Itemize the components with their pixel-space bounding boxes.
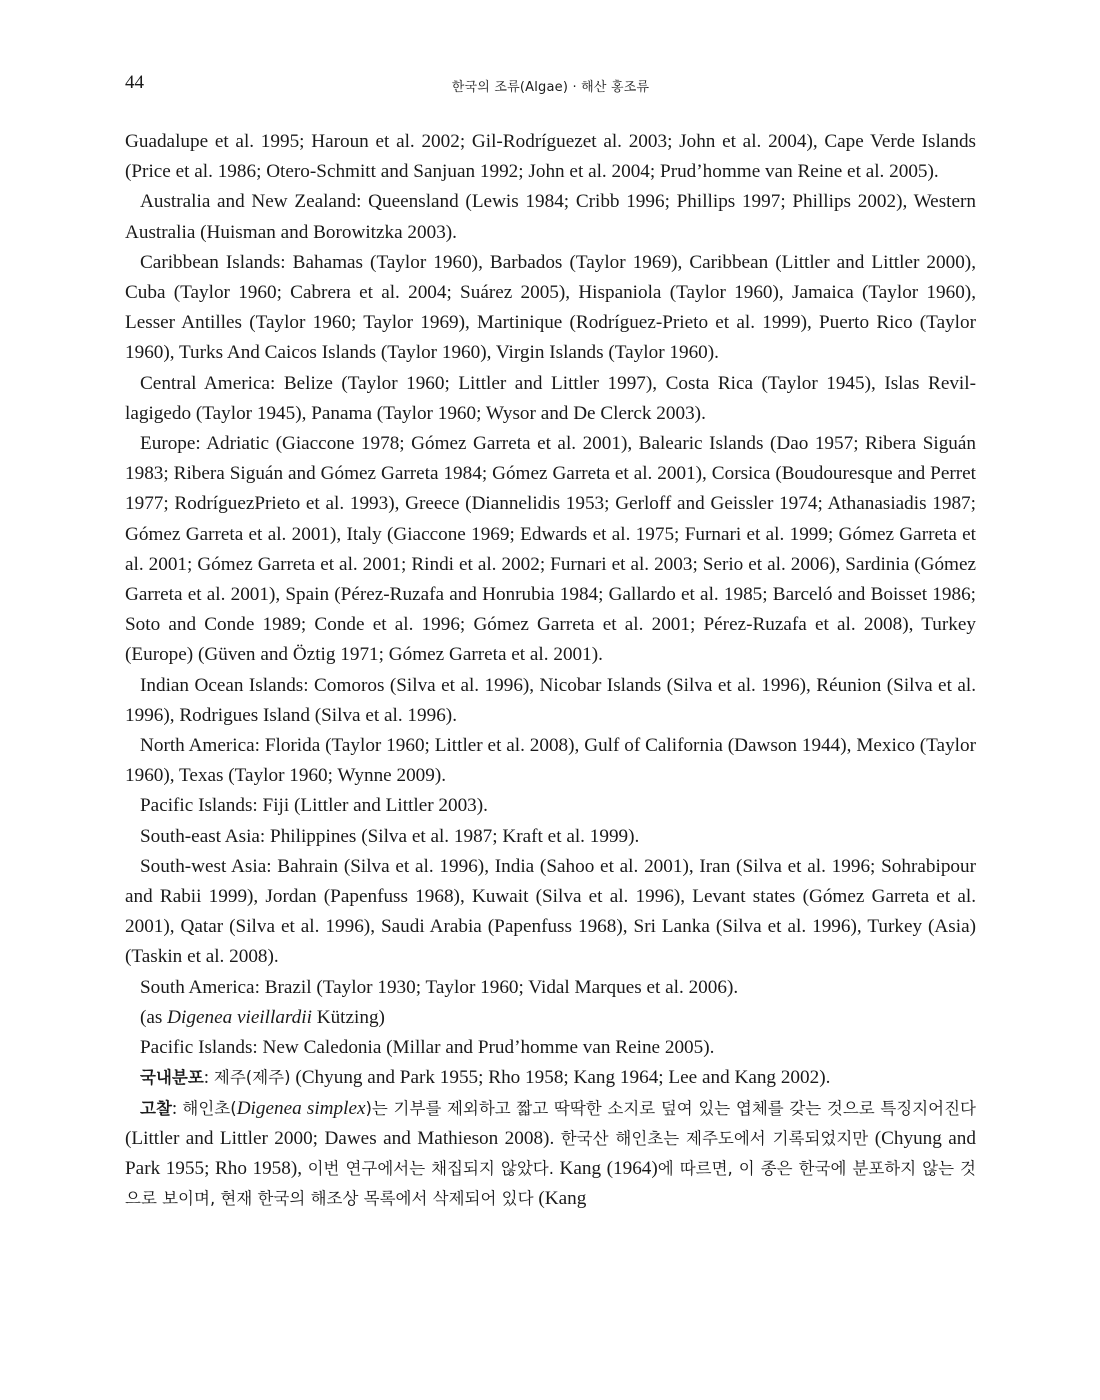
- paragraph-south-west-asia: South-west Asia: Bahrain (Silva et al. 1996), India (Sahoo et al. 2001), Iran (Silva et al. 1996; Sohrabipour and Rabii 1999), Jordan (Papenfuss 1968), Kuwait (Silva et al. 1996), Levant states (Gómez Garreta et al. 2001), Qatar (Silva et al. 1996), Saudi Arabia (Papenfuss 1968), Sri Lanka (Silva et al. 1996), Turkey (Asia) (Taskin et al. 2008).: [125, 855, 976, 968]
- paragraph-europe: Europe: Adriatic (Giaccone 1978; Gómez Garreta et al. 2001), Balearic Islands (Dao 1957; Ribera Siguán 1983; Ribera Siguán and Gómez Garreta 1984; Gómez Garreta et al. 2001), Corsica (Boudouresque and Perret 1977; RodríguezPrieto et al. 1993), Greece (Diannelidis 1953; Gerloff and Geissler 1974; Athanasiadis 1987; Gómez Garreta et al. 2001), Italy (Giaccone 1969; Edwards et al. 1975; Furnari et al. 1999; Gómez Garreta et al. 2001; Gómez Garreta et al. 2001; Rindi et al. 2002; Furnari et al. 2003; Serio et al. 2006), Sardinia (Gómez Garreta et al. 2001), Spain (Pérez-Ruzafa and Honrubia 1984; Gallardo et al. 1985; Barceló and Boisset 1986; Soto and Conde 1989; Conde et al. 1996; Gómez Garreta et al. 2001; Pérez-Ruzafa et al. 2008), Turkey (Europe) (Güven and Öztig 1971; Gómez Garreta et al. 2001).: [125, 433, 976, 666]
- paragraph-synonym: [125, 1003, 976, 1033]
- species-name: Digenea vieillardii: [167, 1006, 312, 1028]
- remarks-refs: (Kang: [533, 1188, 587, 1210]
- paragraph-continuation: Guadalupe et al. 1995; Haroun et al. 2002; Gil-Rodríguezet al. 2003; John et al. 2004), Cape Verde Islands (Price et al. 1986; Otero-Schmitt and Sanjuan 1992; John et al. 2004; Prud’homme van Reine et al. 2005).: [125, 131, 976, 183]
- page-header: [125, 72, 976, 102]
- running-title: 한국의 조류(Algae) · 해산 홍조류: [451, 80, 650, 95]
- paragraph-caribbean: Caribbean Islands: Bahamas (Taylor 1960), Barbados (Taylor 1969), Caribbean (Littler and Littler 2000), Cuba (Taylor 1960; Cabrera et al. 2004; Suárez 2005), Hispaniola (Taylor 1960), Jamaica (Taylor 1960), Lesser Antilles (Taylor 1960; Taylor 1969), Martinique (Rodríguez-Prieto et al. 1999), Puerto Rico (Taylor 1960), Turks And Caicos Islands (Taylor 1960), Virgin Islands (Taylor 1960).: [125, 251, 976, 364]
- paragraph-korean-distribution: [125, 1063, 976, 1093]
- paragraph-south-east-asia: South-east Asia: Philippines (Silva et al. 1987; Kraft et al. 1999).: [140, 825, 640, 847]
- synonym-open: (as: [140, 1006, 168, 1028]
- distribution-refs: (Chyung and Park 1955; Rho 1958; Kang 1964; Lee and Kang 2002).: [290, 1067, 831, 1089]
- section-label-distribution: 국내분포: [140, 1068, 204, 1088]
- paragraph-pacific-islands: Pacific Islands: Fiji (Littler and Littler 2003).: [140, 795, 488, 817]
- body-text: [125, 127, 976, 1214]
- paragraph-remarks: [125, 1094, 976, 1215]
- species-name: Digenea simplex: [236, 1097, 366, 1119]
- remarks-text: 한국산 해인초는 제주도에서 기록되었지만: [560, 1128, 869, 1148]
- remarks-refs: (Littler and Littler 2000; Dawes and Mathieson 2008).: [125, 1127, 561, 1149]
- paragraph-australia: Australia and New Zealand: Queensland (Lewis 1984; Cribb 1996; Phillips 1997; Phillips 2002), Western Australia (Huisman and Borowitzka 2003).: [125, 191, 976, 243]
- paragraph-new-caledonia: Pacific Islands: New Caledonia (Millar and Prud’homme van Reine 2005).: [140, 1037, 715, 1059]
- remarks-text: 이번 연구에서는 채집되지 않았다.: [307, 1158, 554, 1178]
- page-number: 44: [125, 72, 144, 93]
- remarks-text: 에 따르면, 이 종은 한국에 분포하지 않는 것으로 보이며, 현재 한국의 해조상 목록에서 삭제되어 있다: [125, 1158, 976, 1209]
- synonym-rest: Kützing): [311, 1006, 385, 1028]
- section-label-remarks: 고찰: [140, 1098, 172, 1118]
- remarks-refs: Kang (1964): [553, 1157, 658, 1179]
- paragraph-indian-ocean: Indian Ocean Islands: Comoros (Silva et al. 1996), Nicobar Islands (Silva et al. 1996), Réunion (Silva et al. 1996), Rodrigues Island (Silva et al. 1996).: [125, 674, 976, 726]
- remarks-text: 해인초(: [182, 1098, 237, 1118]
- label-separator: :: [203, 1067, 214, 1089]
- paragraph-central-america: Central America: Belize (Taylor 1960; Littler and Littler 1997), Costa Rica (Taylor 1945), Islas Revillagigedo (Taylor 1945), Panama (Taylor 1960; Wysor and De Clerck 2003).: [125, 372, 976, 424]
- paragraph-north-america: North America: Florida (Taylor 1960; Littler et al. 2008), Gulf of California (Dawson 1944), Mexico (Taylor 1960), Texas (Taylor 1960; Wynne 2009).: [125, 735, 976, 787]
- distribution-place: 제주(제주): [213, 1068, 291, 1088]
- label-separator: :: [171, 1097, 183, 1119]
- remarks-refs: (Chyung and Park 1955; Rho 1958),: [125, 1127, 976, 1179]
- paragraph-south-america: South America: Brazil (Taylor 1930; Taylor 1960; Vidal Marques et al. 2006).: [140, 976, 739, 998]
- remarks-text: )는 기부를 제외하고 짧고 딱딱한 소지로 덮여 있는 엽체를 갖는 것으로 특징지어진다: [365, 1098, 976, 1118]
